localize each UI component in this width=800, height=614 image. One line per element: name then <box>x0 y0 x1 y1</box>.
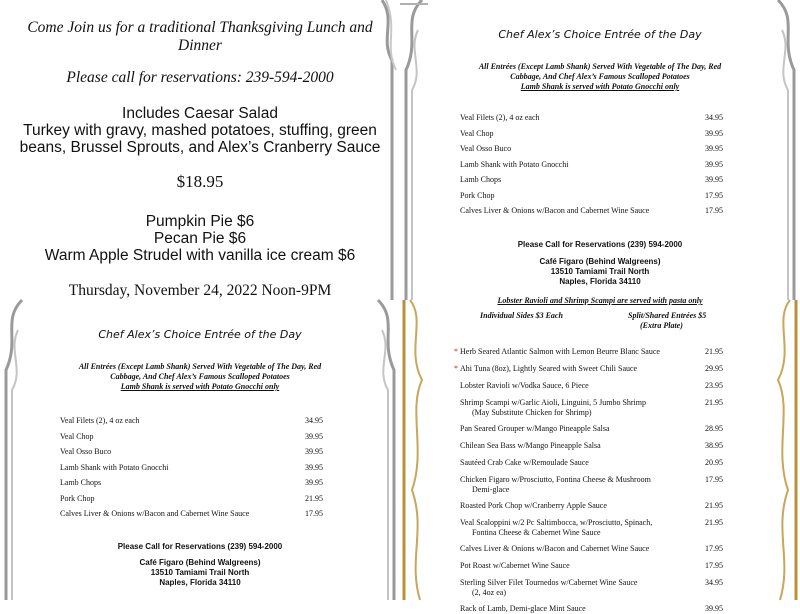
menu-item-name: Pork Chop <box>460 190 495 200</box>
menu-item-name: Lamb Shank with Potato Gnocchi <box>60 462 169 472</box>
gold-frame-right <box>766 300 800 600</box>
menu-item-price: 39.95 <box>705 175 723 184</box>
dessert-pumpkin-pie: Pumpkin Pie $6 <box>145 213 255 230</box>
invite-line-1: Come Join us for a traditional Thanksgiving Lunch and <box>27 19 373 36</box>
gold-frame-left <box>400 300 434 600</box>
menu-item-name: Veal Osso Buco <box>460 144 512 153</box>
menu-item-price: 17.95 <box>705 475 723 484</box>
menu-note-1: All Entrées (Except Lamb Shank) Served With Vegetable of The Day, Red <box>478 62 722 71</box>
individual-sides: Individual Sides $3 Each <box>480 311 563 320</box>
silver-frame-left <box>400 0 430 300</box>
menu-note-2: Cabbage, And Chef Alex’s Famous Scalloped Potatoes <box>510 72 690 81</box>
extra-plate: (Extra Plate) <box>640 321 683 330</box>
menu-item-name: Herb Seared Atlantic Salmon with Lemon Beurre Blanc Sauce <box>460 347 660 356</box>
dessert-pecan-pie: Pecan Pie $6 <box>153 230 247 247</box>
menu-item-name: Lamb Shank with Potato Gnocchi <box>460 159 569 169</box>
menu-item-price: 39.95 <box>705 128 723 138</box>
menu-item-price: 28.95 <box>705 424 723 433</box>
silver-frame-right <box>370 300 400 600</box>
menu-item-name: Roasted Pork Chop w/Cranberry Apple Sauce <box>460 501 607 510</box>
menu-item-name: Calves Liver & Onions w/Bacon and Cabernet Wine Sauce <box>460 544 650 553</box>
menu-item-name: Sterling Silver Filet Tournedos w/Cabernet Wine Sauce <box>460 578 638 587</box>
invite-line-2: Dinner <box>178 37 222 54</box>
menu-item-detail: Demi-glace <box>472 485 510 494</box>
menu-note-3-text: Lamb Shank is served with Potato Gnocchi only <box>520 82 680 91</box>
menu-item-name: Chilean Sea Bass w/Mango Pineapple Salsa <box>460 441 601 450</box>
menu-item-name: Pork Chop <box>60 493 95 503</box>
menu-item-detail: (May Substitute Chicken for Shrimp) <box>472 408 592 417</box>
reservations-line: Please Call for Reservations (239) 594-2000 <box>517 240 683 249</box>
menu-item-price: 17.95 <box>705 190 723 200</box>
dinner-price: $18.95 <box>176 172 224 191</box>
reservation-phone: Please call for reservations: 239-594-2000 <box>66 69 334 86</box>
menu-item-name: Pot Roast w/Cabernet Wine Sauce <box>460 561 570 570</box>
event-date: Thursday, November 24, 2022 Noon-9PM <box>68 282 332 299</box>
menu-item-name: Rack of Lamb, Demi-glace Mint Sauce <box>460 604 586 613</box>
menu-item-name: Calves Liver & Onions w/Bacon and Cabernet Wine Sauce <box>460 206 650 215</box>
address-line-1: 13510 Tamiami Trail North <box>150 568 250 577</box>
menu-item-price: 17.95 <box>705 561 723 570</box>
address-line-2: Naples, Florida 34110 <box>559 277 641 286</box>
cafe-name: Café Figaro (Behind Walgreens) <box>139 558 261 567</box>
menu-item-name: Veal Chop <box>460 128 494 138</box>
pasta-note-text: Lobster Ravioli and Shrimp Scampi are served with pasta only <box>497 296 703 305</box>
menu-item-name: Ahi Tuna (8oz), Lightly Seared with Sweet Chili Sauce <box>460 364 638 373</box>
menu-item-price: 20.95 <box>705 458 723 467</box>
menu-item-price: 34.95 <box>305 416 323 425</box>
menu-item-price: 21.95 <box>305 493 323 503</box>
menu-item-name: Veal Chop <box>60 431 94 441</box>
full-entree-menu <box>400 296 800 613</box>
menu-line-1: Turkey with gravy, mashed potatoes, stuffing, green <box>23 122 377 139</box>
menu-item-name: Veal Filets (2), 4 oz each <box>460 113 540 122</box>
menu-item-price: 34.95 <box>705 113 723 122</box>
menu-item-name: Veal Osso Buco <box>60 447 112 456</box>
address-line-2: Naples, Florida 34110 <box>159 578 241 587</box>
menu-item-price: 21.95 <box>705 501 723 510</box>
menu-item-name: Veal Scaloppini w/2 Pc Saltimbocca, w/Prosciutto, Spinach, <box>460 518 653 527</box>
menu-item-detail: Fontina Cheese & Cabernet Wine Sauce <box>472 528 601 537</box>
menu-item-price: 39.95 <box>305 462 323 472</box>
includes-salad: Includes Caesar Salad <box>122 105 278 122</box>
menu-title: Chef Alex’s Choice Entrée of the Day <box>498 28 702 41</box>
menu-item-price: 39.95 <box>705 159 723 169</box>
menu-item-price: 21.95 <box>705 518 723 527</box>
menu-item-name: Lobster Ravioli w/Vodka Sauce, 6 Piece <box>460 381 589 390</box>
menu-item-name: Sautéed Crab Cake w/Remoulade Sauce <box>460 458 589 467</box>
silver-frame-right <box>770 0 800 300</box>
menu-item-name: Shrimp Scampi w/Garlic Aioli, Linguini, 5 Jumbo Shrimp <box>460 398 646 407</box>
menu-note-3 <box>400 82 800 92</box>
cafe-name: Café Figaro (Behind Walgreens) <box>539 257 661 266</box>
menu-item-detail: (2, 4oz ea) <box>472 588 506 597</box>
menu-item-price: 17.95 <box>705 544 723 553</box>
menu-item-price: 17.95 <box>705 206 723 215</box>
menu-line-2: beans, Brussel Sprouts, and Alex’s Cranberry Sauce <box>19 139 381 156</box>
thanksgiving-flyer <box>0 0 400 300</box>
silver-frame-left <box>0 300 30 600</box>
menu-item-price: 34.95 <box>705 578 723 587</box>
menu-item-price: 17.95 <box>305 509 323 518</box>
menu-item-price: 21.95 <box>705 398 723 407</box>
split-entrees: Split/Shared Entrées $5 <box>628 311 707 320</box>
menu-item-name: Calves Liver & Onions w/Bacon and Cabernet Wine Sauce <box>60 509 250 518</box>
pasta-note-cut <box>400 296 800 306</box>
signature-star: * <box>454 364 458 373</box>
entree-menu-top <box>400 0 800 300</box>
menu-note-1: All Entrées (Except Lamb Shank) Served With Vegetable of The Day, Red <box>78 362 322 371</box>
menu-item-price: 39.95 <box>705 604 723 613</box>
menu-item-price: 39.95 <box>305 447 323 456</box>
menu-item-price: 39.95 <box>305 431 323 441</box>
menu-item-name: Veal Filets (2), 4 oz each <box>60 416 140 425</box>
menu-item-name: Lamb Chops <box>60 478 102 487</box>
menu-item-price: 39.95 <box>305 478 323 487</box>
menu-item-price: 38.95 <box>705 441 723 450</box>
menu-item-name: Pan Seared Grouper w/Mango Pineapple Salsa <box>460 424 610 433</box>
entree-menu-bottom <box>0 300 400 600</box>
reservations-line: Please Call for Reservations (239) 594-2000 <box>117 542 283 551</box>
menu-item-name: Lamb Chops <box>460 175 502 184</box>
menu-item-price: 23.95 <box>705 381 723 390</box>
menu-note-3-text: Lamb Shank is served with Potato Gnocchi only <box>120 382 280 391</box>
menu-item-price: 39.95 <box>705 144 723 153</box>
menu-title: Chef Alex’s Choice Entrée of the Day <box>98 328 302 341</box>
menu-item-price: 21.95 <box>705 347 723 356</box>
address-line-1: 13510 Tamiami Trail North <box>550 267 650 276</box>
menu-item-name: Chicken Figaro w/Prosciutto, Fontina Cheese & Mushroom <box>460 475 651 484</box>
menu-item-price: 29.95 <box>705 364 723 373</box>
dessert-apple-strudel: Warm Apple Strudel with vanilla ice cream $6 <box>44 247 356 264</box>
menu-note-3 <box>0 382 400 392</box>
menu-note-2: Cabbage, And Chef Alex’s Famous Scalloped Potatoes <box>110 372 290 381</box>
signature-star: * <box>454 347 458 356</box>
